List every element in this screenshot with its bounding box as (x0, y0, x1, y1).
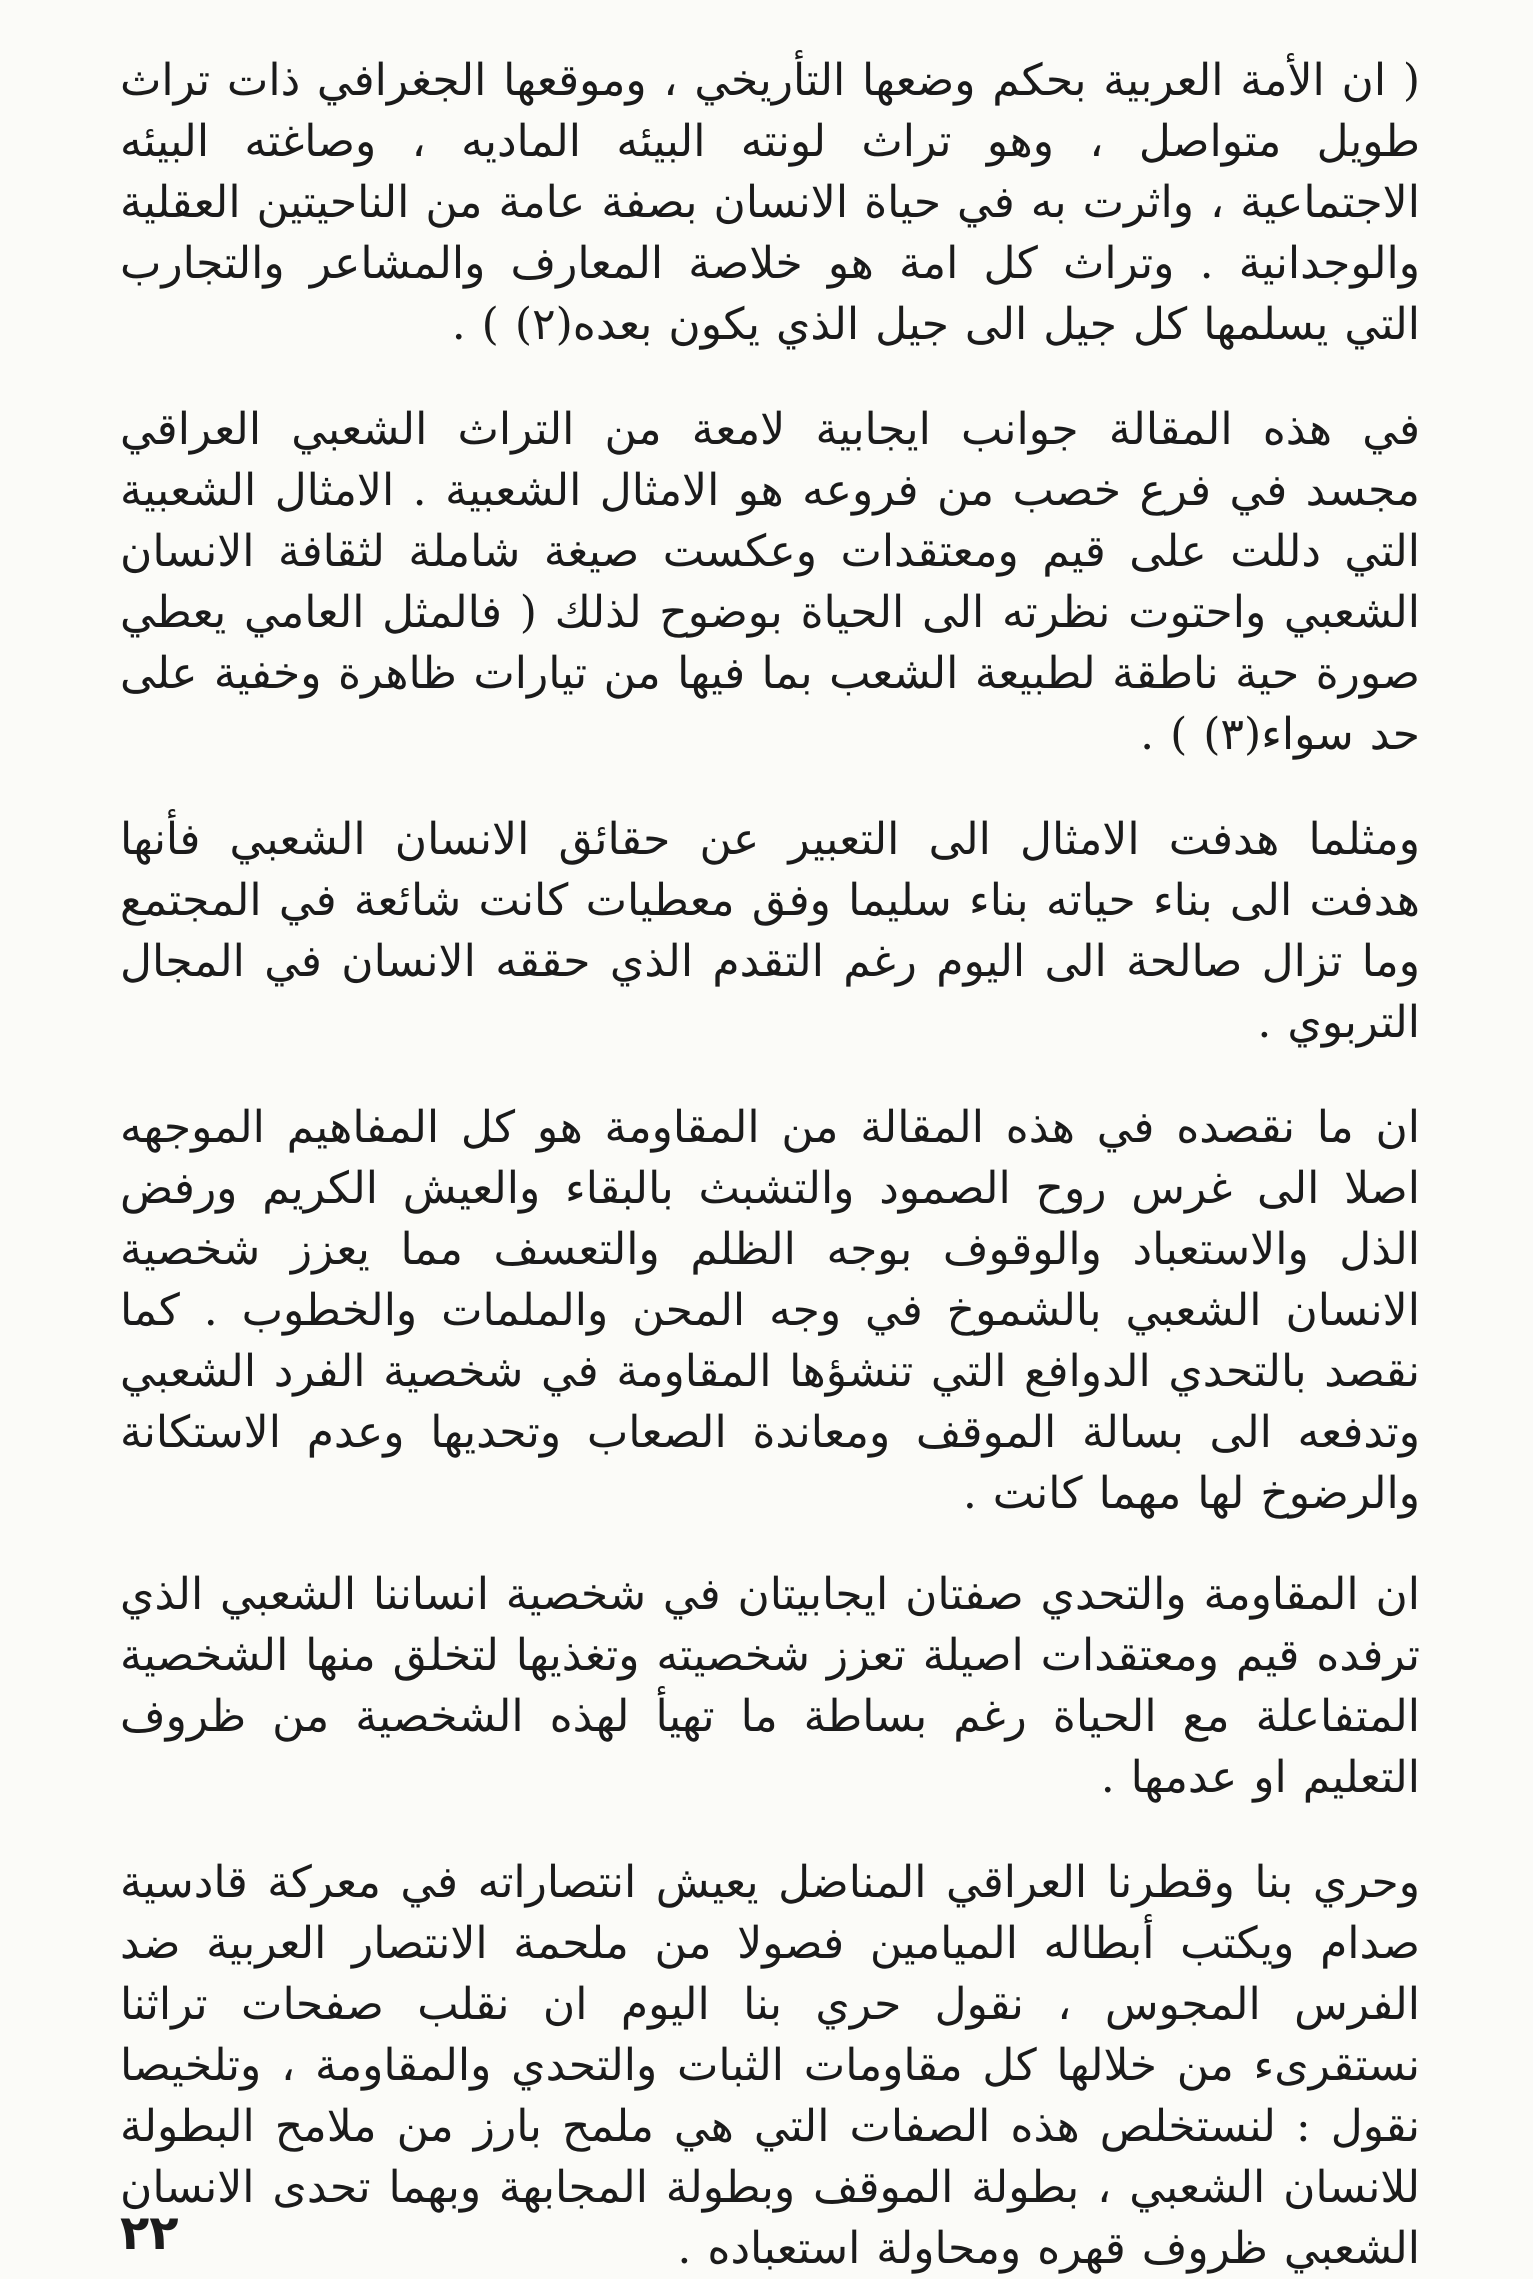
paragraph-4: ان ما نقصده في هذه المقالة من المقاومة هو كل المفاهيم الموجهه اصلا الى غرس روح الصمود والتشبث بالبقاء والعيش الكريم ورفض الذل والاستعباد والوقوف بوجه الظلم والتعسف مما يعزز شخصية الانسان الشعبي بالشموخ في وجه المحن والملمات والخطوب . كما نقصد بالتحدي الدوافع التي تنشؤها المقاومة في شخصية الفرد الشعبي وتدفعه الى بسالة الموقف ومعاندة الصعاب وتحديها وعدم الاستكانة والرضوخ لها مهما كانت . (120, 1102, 1420, 1519)
paragraph-1: ( ان الأمة العربية بحكم وضعها التأريخي ، وموقعها الجغرافي ذات تراث طويل متواصل ، وهو تراث لونته البيئه الماديه ، وصاغته البيئه الاجتماعية ، واثرت به في حياة الانسان بصفة عامة من الناحيتين العقلية والوجدانية . وتراث كل امة هو خلاصة المعارف والمشاعر والتجارب التي يسلمها كل جيل الى جيل الذي يكون بعده(٢) ) . (120, 55, 1420, 350)
page-number: ٢٢ (120, 2205, 179, 2261)
paragraph-6: وحري بنا وقطرنا العراقي المناضل يعيش انتصاراته في معركة قادسية صدام ويكتب أبطاله الميامين فصولا من ملحمة الانتصار العربية ضد الفرس المجوس ، نقول حري بنا اليوم ان نقلب صفحات تراثنا نستقرىء من خلالها كل مقاومات الثبات والتحدي والمقاومة ، وتلخيصا نقول : لنستخلص هذه الصفات التي هي ملمح بارز من ملامح البطولة للانسان الشعبي ، بطولة الموقف وبطولة المجابهة وبهما تحدى الانسان الشعبي ظروف قهره ومحاولة استعباده . (120, 1857, 1420, 2274)
paragraph-5: ان المقاومة والتحدي صفتان ايجابيتان في شخصية انساننا الشعبي الذي ترفده قيم ومعتقدات اصيلة تعزز شخصيته وتغذيها لتخلق منها الشخصية المتفاعلة مع الحياة رغم بساطة ما تهيأ لهذه الشخصية من ظروف التعليم او عدمها . (120, 1569, 1420, 1803)
paragraph-2: في هذه المقالة جوانب ايجابية لامعة من التراث الشعبي العراقي مجسد في فرع خصب من فروعه هو الامثال الشعبية . الامثال الشعبية التي دللت على قيم ومعتقدات وعكست صيغة شاملة لثقافة الانسان الشعبي واحتوت نظرته الى الحياة بوضوح لذلك ( فالمثل العامي يعطي صورة حية ناطقة لطبيعة الشعب بما فيها من تيارات ظاهرة وخفية على حد سواء(٣) ) . (120, 404, 1420, 760)
paragraph-3: ومثلما هدفت الامثال الى التعبير عن حقائق الانسان الشعبي فأنها هدفت الى بناء حياته بناء سليما وفق معطيات كانت شائعة في المجتمع وما تزال صالحة الى اليوم رغم التقدم الذي حققه الانسان في المجال التربوي . (120, 814, 1420, 1048)
